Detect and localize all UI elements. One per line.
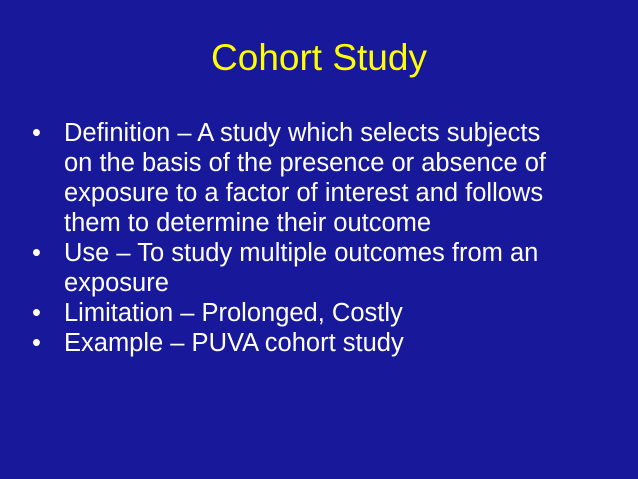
bullet-item-definition [32, 118, 632, 238]
bullet-icon: • [32, 329, 41, 357]
bullet-text-line: exposure to a factor of interest and follows [64, 179, 544, 207]
bullet-text-line: on the basis of the presence or absence of [64, 149, 546, 177]
bullet-text-line: them to determine their outcome [64, 209, 432, 237]
bullet-icon: • [32, 299, 41, 327]
bullet-text-line: exposure [64, 269, 169, 297]
bullet-text-line: Example – PUVA cohort study [64, 329, 404, 357]
bullet-text-line: Use – To study multiple outcomes from an [64, 239, 539, 267]
bullet-icon: • [32, 119, 41, 147]
slide-title: Cohort Study [211, 37, 427, 78]
bullet-text-line: Definition – A study which selects subjects [64, 119, 541, 147]
bullet-item-use [32, 238, 632, 298]
bullet-item-limitation [32, 298, 632, 328]
bullet-icon: • [32, 239, 41, 267]
bullet-list [32, 118, 632, 358]
bullet-text-line: Limitation – Prolonged, Costly [64, 299, 403, 327]
bullet-item-example [32, 328, 632, 358]
